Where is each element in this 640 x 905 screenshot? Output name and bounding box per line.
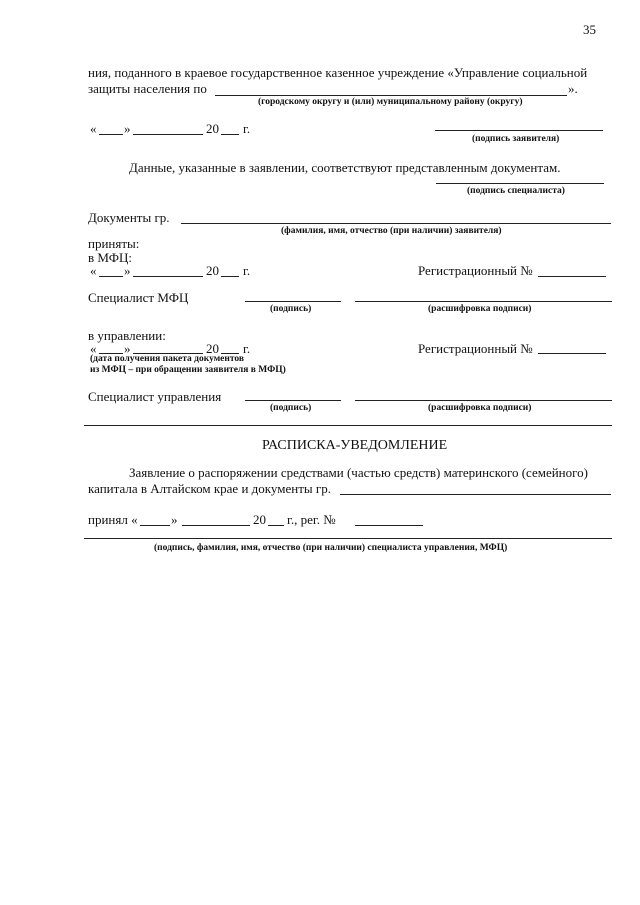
receipt-accepted-prefix: принял « <box>88 512 138 527</box>
receipt-day-line[interactable] <box>140 525 170 526</box>
receipt-final-caption: (подпись, фамилия, имя, отчество (при наличии) специалиста управления, МФЦ) <box>154 543 508 553</box>
mfc-reg-number-label: Регистрационный № <box>418 263 533 278</box>
dept-date-open-quote: « <box>90 341 97 356</box>
mfc-specialist-decoding-line[interactable] <box>355 301 612 302</box>
dept-signature-caption: (подпись) <box>270 403 312 413</box>
receipt-line-2: капитала в Алтайском крае и документы гр. <box>88 481 331 496</box>
date-year-prefix: 20 <box>206 121 219 136</box>
applicant-signature-caption: (подпись заявителя) <box>472 134 560 144</box>
receipt-reg-number-line[interactable] <box>355 525 423 526</box>
documents-label: Документы гр. <box>88 210 170 225</box>
date-close-quote: » <box>124 121 131 136</box>
mfc-specialist-label: Специалист МФЦ <box>88 290 189 305</box>
specialist-signature-caption: (подпись специалиста) <box>467 186 565 196</box>
receipt-signature-line[interactable] <box>84 538 612 539</box>
receipt-month-line[interactable] <box>182 525 250 526</box>
mfc-date-close-quote: » <box>124 263 131 278</box>
intro-line-1: ния, поданного в краевое государственное казенное учреждение «Управление социальной <box>88 65 588 80</box>
applicant-name-line[interactable] <box>181 223 611 224</box>
district-caption: (городскому округу и (или) муниципальному району (округу) <box>258 97 523 107</box>
mfc-date-day-line[interactable] <box>99 276 123 277</box>
date-day-line[interactable] <box>99 134 123 135</box>
receipt-year-line[interactable] <box>268 525 284 526</box>
dept-reg-number-label: Регистрационный № <box>418 341 533 356</box>
dept-specialist-label: Специалист управления <box>88 389 222 404</box>
receipt-date-caption-1: (дата получения пакета документов <box>90 354 245 364</box>
applicant-signature-line[interactable] <box>435 130 603 131</box>
receipt-title: РАСПИСКА-УВЕДОМЛЕНИЕ <box>262 438 448 453</box>
dept-decoding-caption: (расшифровка подписи) <box>428 403 532 413</box>
page-number: 35 <box>583 22 596 37</box>
section-divider <box>84 425 612 426</box>
match-statement: Данные, указанные в заявлении, соответствуют представленным документам. <box>129 160 561 175</box>
dept-specialist-signature-line[interactable] <box>245 400 341 401</box>
dept-date-close-quote: » <box>124 341 131 356</box>
mfc-reg-number-line[interactable] <box>538 276 606 277</box>
date-month-line[interactable] <box>133 134 203 135</box>
specialist-signature-line[interactable] <box>436 183 604 184</box>
receipt-close-quote: » <box>171 512 178 527</box>
mfc-date-month-line[interactable] <box>133 276 203 277</box>
date-year-line[interactable] <box>221 134 239 135</box>
receipt-applicant-line[interactable] <box>340 494 611 495</box>
department-district-line[interactable] <box>215 95 567 96</box>
receipt-date-caption-2: из МФЦ – при обращении заявителя в МФЦ) <box>90 365 286 375</box>
accepted-label: приняты: <box>88 236 140 251</box>
date-year-suffix: г. <box>243 121 251 136</box>
in-department-label: в управлении: <box>88 328 166 343</box>
dept-date-year-suffix: г. <box>243 341 251 356</box>
date-open-quote: « <box>90 121 97 136</box>
dept-reg-number-line[interactable] <box>538 353 606 354</box>
mfc-date-open-quote: « <box>90 263 97 278</box>
in-mfc-label: в МФЦ: <box>88 250 133 265</box>
dept-specialist-decoding-line[interactable] <box>355 400 612 401</box>
mfc-decoding-caption: (расшифровка подписи) <box>428 304 532 314</box>
receipt-year-suffix: г., рег. № <box>287 512 336 527</box>
mfc-date-year-line[interactable] <box>221 276 239 277</box>
mfc-date-year-prefix: 20 <box>206 263 219 278</box>
intro-line-2-prefix: защиты населения по <box>88 81 207 96</box>
dept-date-year-prefix: 20 <box>206 341 219 356</box>
mfc-specialist-signature-line[interactable] <box>245 301 341 302</box>
mfc-date-year-suffix: г. <box>243 263 251 278</box>
mfc-signature-caption: (подпись) <box>270 304 312 314</box>
applicant-name-caption: (фамилия, имя, отчество (при наличии) заявителя) <box>281 226 502 236</box>
receipt-line-1: Заявление о распоряжении средствами (частью средств) материнского (семейного) <box>129 465 588 480</box>
intro-line-2-suffix: ». <box>568 81 578 96</box>
receipt-year-prefix: 20 <box>253 512 266 527</box>
